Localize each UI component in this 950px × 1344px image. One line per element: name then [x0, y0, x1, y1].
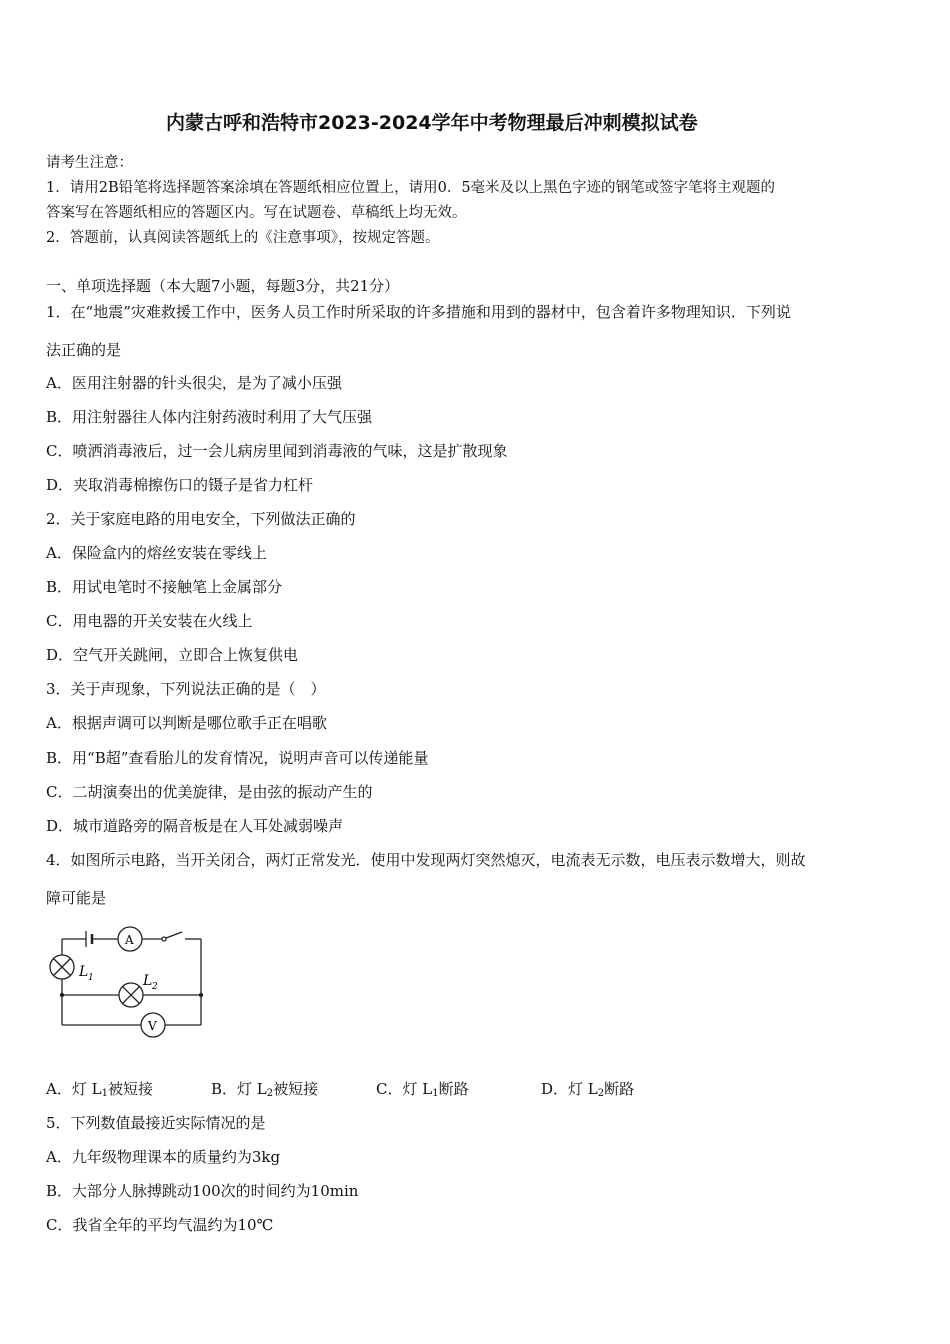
q1-option-d: D．夹取消毒棉擦伤口的镊子是省力杠杆	[46, 476, 314, 494]
q1-option-c: C．喷洒消毒液后，过一会儿病房里闻到消毒液的气味，这是扩散现象	[46, 442, 508, 460]
q4-option-b	[211, 1078, 318, 1099]
q2-option-d: D．空气开关跳闸，立即合上恢复供电	[46, 646, 299, 664]
q1-stem-line-2: 法正确的是	[46, 341, 122, 359]
lamp-l1-label: L	[79, 964, 89, 980]
q5-option-c: C．我省全年的平均气温约为10℃	[46, 1216, 274, 1234]
section-heading: 一、单项选择题（本大题7小题，每题3分，共21分）	[46, 277, 400, 295]
lamp-l2-label: L	[143, 973, 153, 989]
q3-option-d: D．城市道路旁的隔音板是在人耳处减弱噪声	[46, 817, 344, 835]
q4-option-a-sub: 1	[101, 1088, 108, 1099]
q2-option-b: B．用试电笔时不接触笔上金属部分	[46, 578, 283, 596]
switch-blade	[166, 932, 182, 938]
notice-heading: 请考生注意：	[46, 155, 133, 171]
page-title: 内蒙古呼和浩特市2023-2024学年中考物理最后冲刺模拟试卷	[166, 112, 698, 134]
q4-option-c-post: 断路	[438, 1080, 469, 1098]
q1-stem-line-1: 1．在“地震”灾难救援工作中，医务人员工作时所采取的许多措施和用到的器材中，包含着许多物理知识．下列说	[46, 303, 791, 321]
notice-item-1-line-1: 1．请用2B铅笔将选择题答案涂填在答题纸相应位置上，请用0．5毫米及以上黑色字迹的钢笔或签字笔将主观题的	[46, 180, 776, 196]
q4-option-d-pre: D．灯 L	[541, 1080, 598, 1098]
q1-option-b: B．用注射器往人体内注射药液时利用了大气压强	[46, 408, 373, 426]
q4-option-a-post: 被短接	[107, 1080, 153, 1098]
q5-option-a: A．九年级物理课本的质量约为3kg	[46, 1148, 281, 1166]
ammeter-label: A	[125, 933, 134, 947]
q3-option-b: B．用“B超”查看胎儿的发育情况，说明声音可以传递能量	[46, 749, 429, 767]
q4-option-c-sub: 1	[432, 1088, 439, 1099]
switch-contact-left	[162, 937, 166, 941]
q3-option-c: C．二胡演奏出的优美旋律，是由弦的振动产生的	[46, 783, 373, 801]
q5-stem: 5．下列数值最接近实际情况的是	[46, 1114, 266, 1132]
junction-left	[60, 993, 64, 997]
q3-stem: 3．关于声现象，下列说法正确的是（ ）	[46, 680, 326, 698]
q5-option-b: B．大部分人脉搏跳动100次的时间约为10min	[46, 1182, 359, 1200]
circuit-diagram	[46, 922, 216, 1040]
q3-option-a: A．根据声调可以判断是哪位歌手正在唱歌	[46, 714, 327, 732]
q4-stem-line-2: 障可能是	[46, 889, 107, 907]
q4-option-c-pre: C．灯 L	[376, 1080, 433, 1098]
q4-option-d-sub: 2	[597, 1088, 605, 1099]
q4-option-b-sub: 2	[266, 1088, 274, 1099]
q4-option-d	[541, 1078, 634, 1099]
q4-option-a	[46, 1078, 153, 1099]
voltmeter-label: V	[148, 1019, 157, 1033]
q4-option-b-post: 被短接	[273, 1080, 319, 1098]
q2-option-c: C．用电器的开关安装在火线上	[46, 612, 253, 630]
q2-stem: 2．关于家庭电路的用电安全，下列做法正确的	[46, 510, 356, 528]
lamp-l2-subscript: 2	[152, 982, 158, 992]
q1-option-a: A．医用注射器的针头很尖，是为了减小压强	[46, 374, 342, 392]
q2-option-a: A．保险盒内的熔丝安装在零线上	[46, 544, 267, 562]
q4-option-c	[376, 1078, 469, 1099]
junction-right	[199, 993, 203, 997]
notice-item-1-line-2: 答案写在答题纸相应的答题区内。写在试题卷、草稿纸上均无效。	[46, 205, 467, 221]
q4-option-d-post: 断路	[604, 1080, 635, 1098]
notice-item-2: 2．答题前，认真阅读答题纸上的《注意事项》，按规定答题。	[46, 230, 440, 246]
q4-stem-line-1: 4．如图所示电路，当开关闭合，两灯正常发光．使用中发现两灯突然熄灭，电流表无示数，电压表示数增大，则故	[46, 851, 806, 869]
q4-option-b-pre: B．灯 L	[211, 1080, 267, 1098]
q4-option-a-pre: A．灯 L	[46, 1080, 102, 1098]
lamp-l1-subscript: 1	[88, 973, 94, 983]
